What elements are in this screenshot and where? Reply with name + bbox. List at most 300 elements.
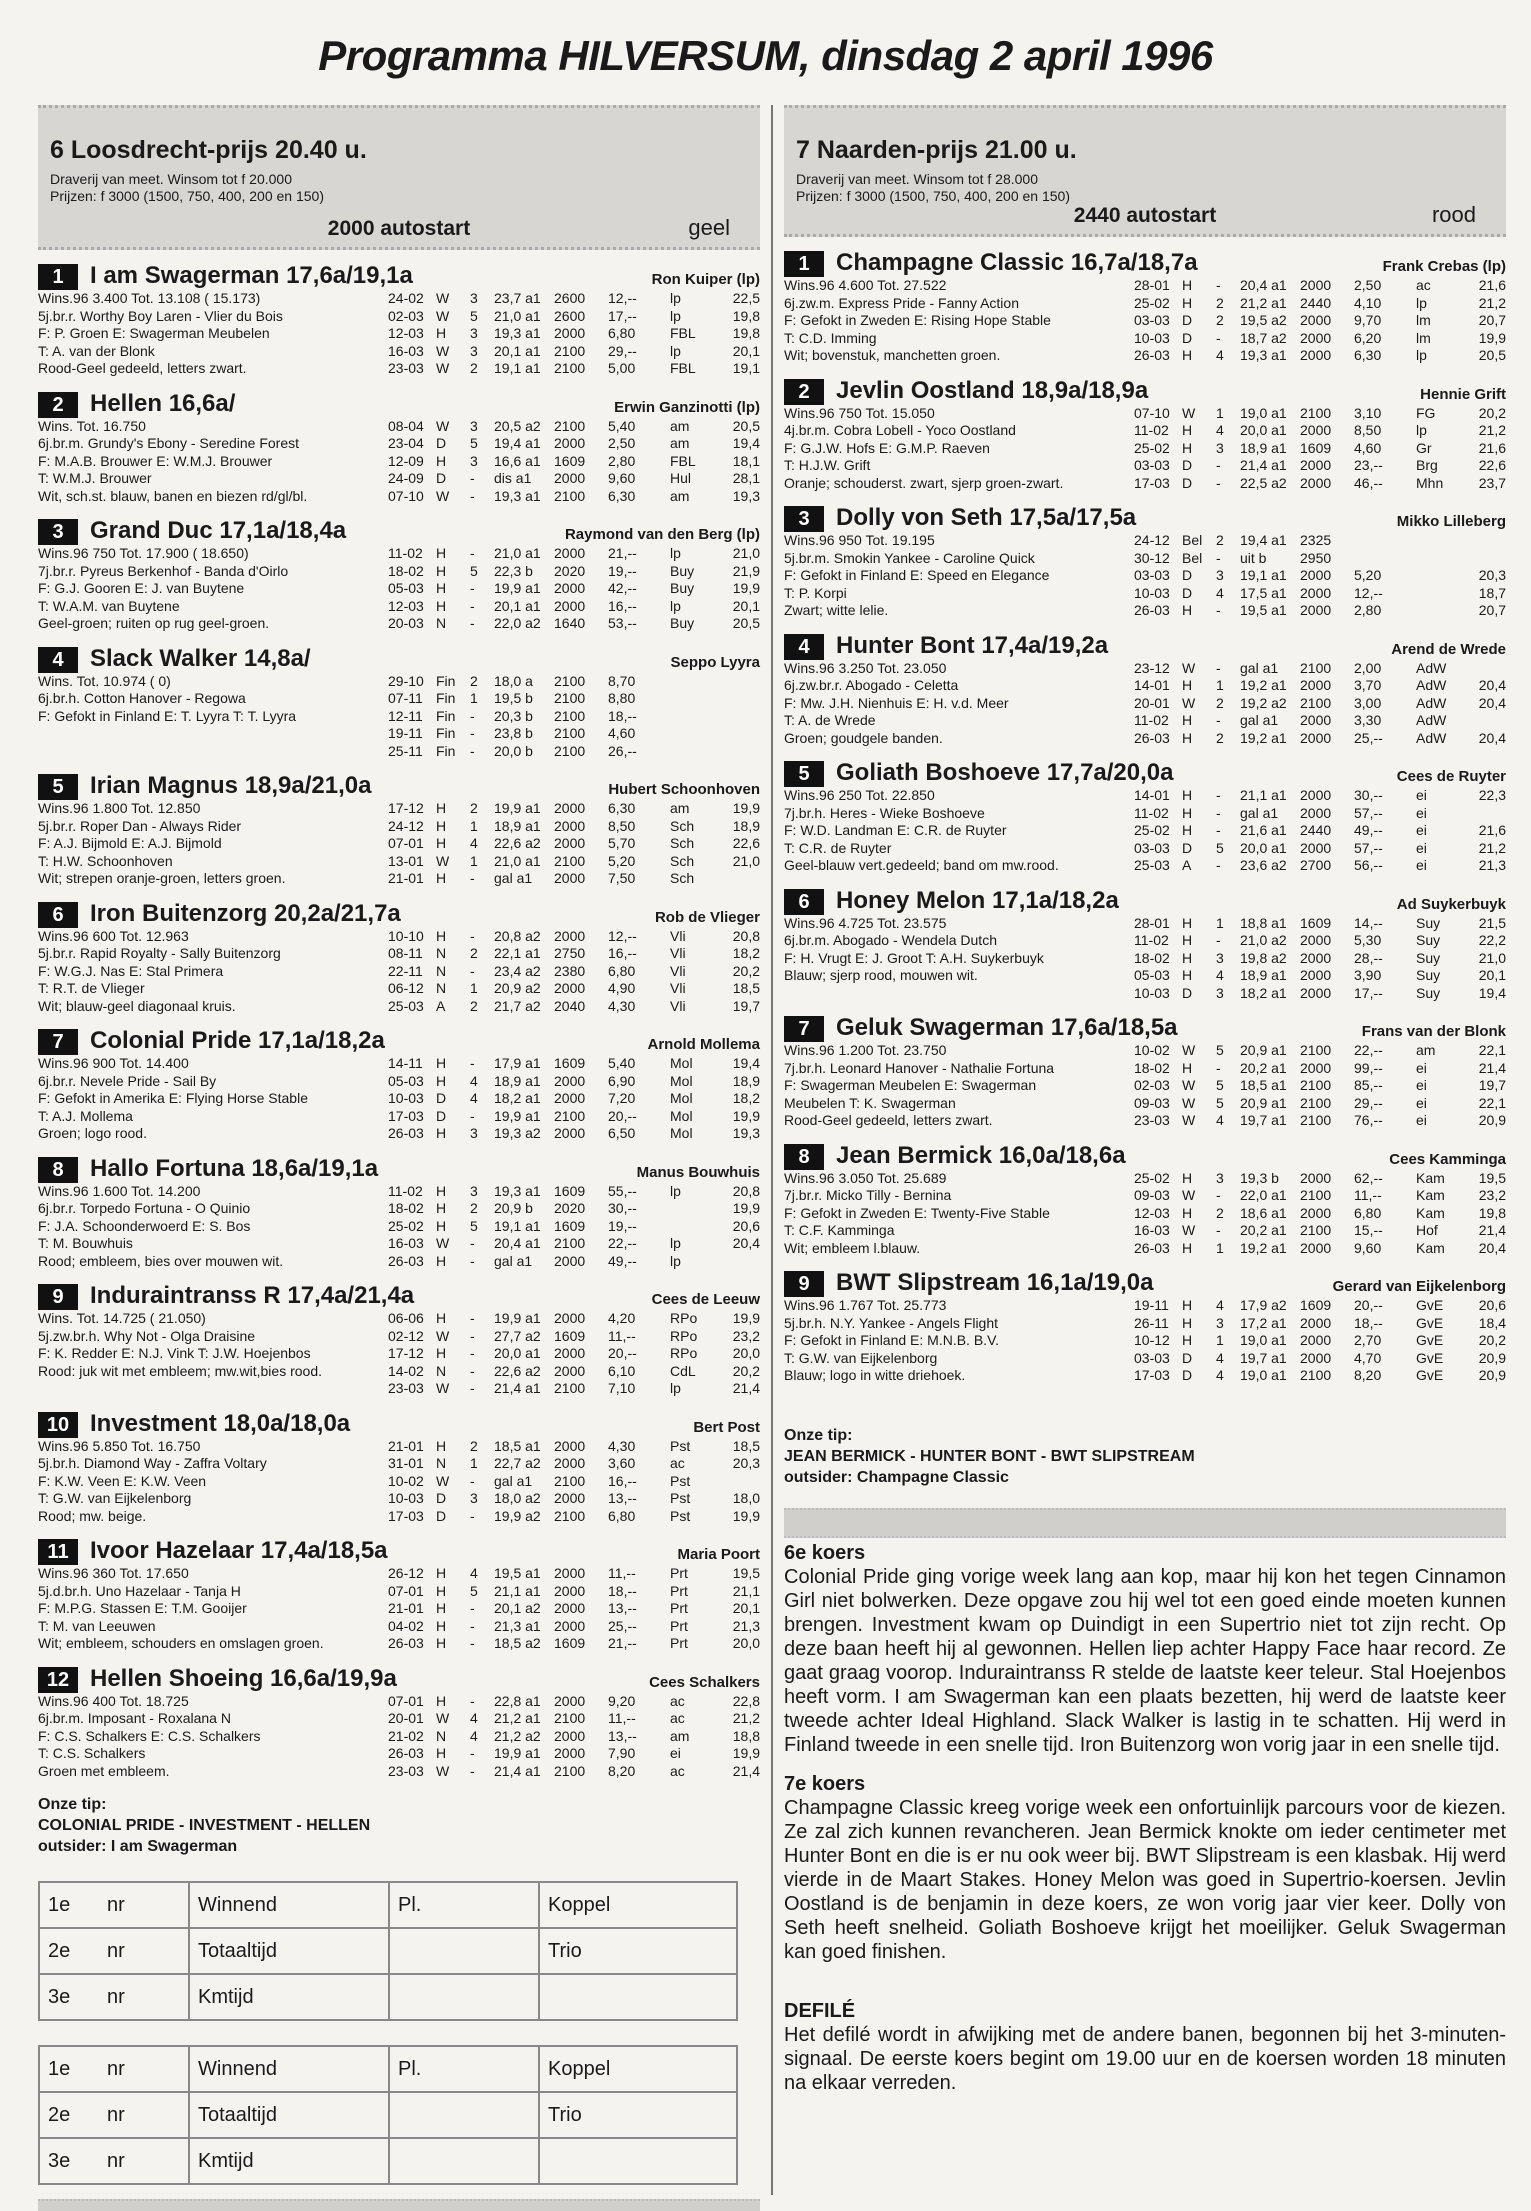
result-cell: 19,7 xyxy=(1478,1077,1506,1093)
results-table xyxy=(1134,1170,1506,1258)
form-cell: Koppel xyxy=(539,1882,737,1928)
horse-info xyxy=(784,915,1134,1003)
result-row xyxy=(1134,440,1506,458)
result-cell: 19,3 xyxy=(732,487,760,504)
result-cell: H xyxy=(436,1745,447,1761)
result-cell: H xyxy=(1182,347,1193,363)
horse-info-line: Oranje; schouderst. zwart, sjerp groen-zwart. xyxy=(784,474,1064,491)
result-cell: - xyxy=(470,1692,475,1709)
result-cell: 2000 xyxy=(554,1437,586,1454)
horse-body xyxy=(784,1297,1506,1385)
horse-header xyxy=(38,1151,760,1183)
result-cell: GvE xyxy=(1416,1349,1444,1366)
result-cell: Kam xyxy=(1416,1239,1445,1256)
result-row xyxy=(388,1125,760,1143)
result-cell: 6,50 xyxy=(608,1125,636,1141)
result-cell: 22,-- xyxy=(1354,1042,1383,1058)
result-cell: Buy xyxy=(670,562,695,579)
result-cell: 5 xyxy=(470,562,478,579)
result-cell: 3 xyxy=(470,1490,478,1506)
horse-info-line: Wit; blauw-geel diagonaal kruis. xyxy=(38,997,236,1014)
result-cell: 20,1 a1 xyxy=(494,342,541,359)
result-cell: 5 xyxy=(470,1217,478,1234)
result-cell: lp xyxy=(1416,347,1427,363)
result-cell: 24-12 xyxy=(388,817,424,834)
race-6-header xyxy=(38,105,760,250)
result-cell xyxy=(730,743,760,761)
result-cell: 25-02 xyxy=(388,1217,424,1234)
result-cell: W xyxy=(436,342,450,359)
horse-number: 7 xyxy=(784,1016,824,1042)
race-start: 2440 autostart xyxy=(1073,204,1217,227)
result-cell: D xyxy=(1182,839,1193,856)
result-cell: 23,2 xyxy=(1478,1187,1506,1203)
result-cell: - xyxy=(470,1055,475,1071)
tip-outsider: outsider: Champagne Classic xyxy=(784,1468,1009,1486)
result-cell: Fin xyxy=(436,725,456,741)
result-row xyxy=(388,1310,760,1328)
result-cell: 20,0 xyxy=(732,1345,760,1361)
result-row xyxy=(388,963,760,981)
result-row xyxy=(1134,857,1506,875)
results-table xyxy=(388,928,760,1016)
divider-bar xyxy=(784,1508,1506,1538)
result-row xyxy=(388,580,760,598)
result-cell: D xyxy=(436,435,447,451)
result-cell: - xyxy=(1216,857,1221,873)
race-7-header xyxy=(784,105,1506,237)
result-cell: 4 xyxy=(1216,347,1224,363)
result-cell: 18,5 a1 xyxy=(1240,1077,1287,1093)
result-cell: H xyxy=(436,545,447,561)
horse-info-line: Wins.96 1.600 Tot. 14.200 xyxy=(38,1182,201,1199)
result-cell: - xyxy=(1216,474,1221,491)
result-cell: 21,3 xyxy=(732,1617,760,1634)
driver-name: Arnold Mollema xyxy=(647,1036,760,1053)
horse-header xyxy=(784,500,1506,532)
result-row xyxy=(1134,330,1506,348)
result-cell: 19,1 a1 xyxy=(494,360,541,376)
form-cell: 2e xyxy=(39,1928,99,1974)
horse-number: 5 xyxy=(784,761,824,787)
driver-name: Manus Bouwhuis xyxy=(636,1163,760,1181)
result-cell: lp xyxy=(670,1380,681,1396)
result-cell: gal a1 xyxy=(494,1472,533,1489)
result-cell: 21,0 a1 xyxy=(494,545,541,561)
horse-info-line: F: W.G.J. Nas E: Stal Primera xyxy=(38,962,224,979)
horse-info-line: F: W.D. Landman E: C.R. de Ruyter xyxy=(784,822,1007,838)
horse-body xyxy=(38,545,760,633)
result-cell: 29-10 xyxy=(388,672,424,689)
result-cell: Mol xyxy=(670,1055,693,1071)
form-cell: Totaaltijd xyxy=(189,1928,389,1974)
result-cell: 19,1 a1 xyxy=(1240,567,1287,583)
horse-name: Dolly von Seth 17,5a/17,5a xyxy=(836,504,1137,531)
result-cell: 21,4 xyxy=(732,1380,760,1396)
result-cell: 23,6 a2 xyxy=(1240,857,1287,873)
horse-info-line: Rood; mw. beige. xyxy=(38,1507,147,1524)
result-cell: D xyxy=(1182,312,1193,328)
result-cell: 19,4 xyxy=(732,1055,760,1071)
result-cell: 2440 xyxy=(1300,294,1332,311)
horse-info-line: F: P. Groen E: Swagerman Meubelen xyxy=(38,325,270,341)
result-cell: D xyxy=(436,470,447,486)
results-table xyxy=(1134,277,1506,365)
result-row xyxy=(1134,347,1506,365)
result-cell: 20,5 xyxy=(1478,347,1506,363)
result-cell: D xyxy=(1182,457,1193,473)
results-table xyxy=(388,1565,760,1653)
driver-name: Ron Kuiper (lp) xyxy=(651,271,760,288)
result-cell: 11-02 xyxy=(1134,712,1169,728)
horse-header xyxy=(784,755,1506,787)
driver-name: Mikko Lilleberg xyxy=(1396,513,1506,530)
result-cell: 26-03 xyxy=(388,1635,424,1651)
result-cell: 8,50 xyxy=(1354,422,1382,438)
horse-name: Hunter Bont 17,4a/19,2a xyxy=(836,631,1109,659)
result-cell: lp xyxy=(670,342,681,359)
horse-header xyxy=(38,641,760,673)
horse-info-line: 7j.br.r. Micko Tilly - Bernina xyxy=(784,1187,952,1203)
result-cell: RPo xyxy=(670,1345,698,1361)
result-cell: 20,9 a1 xyxy=(1240,1094,1287,1111)
horse-results xyxy=(1134,1297,1506,1385)
result-cell: 2100 xyxy=(554,1472,586,1489)
result-cell: 22,2 xyxy=(1478,932,1506,948)
result-cell: 30-12 xyxy=(1134,549,1170,566)
result-cell: 21,3 a1 xyxy=(494,1617,541,1634)
horse-header xyxy=(38,1661,760,1693)
result-cell: 26,-- xyxy=(608,742,637,759)
result-cell: 20,5 xyxy=(732,615,760,631)
driver-name: Cees de Ruyter xyxy=(1396,768,1506,785)
result-cell: 2380 xyxy=(554,962,586,979)
result-cell: Vli xyxy=(670,927,686,944)
horse-number: 9 xyxy=(38,1284,78,1310)
horse-name: Hellen Shoeing 16,6a/19,9a xyxy=(90,1664,397,1692)
result-cell xyxy=(1476,805,1506,823)
result-cell: 21,2 xyxy=(1478,839,1506,856)
result-cell: 21,4 a1 xyxy=(494,1762,541,1779)
result-row xyxy=(388,835,760,853)
result-cell xyxy=(1416,602,1476,620)
result-cell: - xyxy=(470,742,475,759)
result-cell: 49,-- xyxy=(1354,822,1383,838)
result-row xyxy=(388,673,760,691)
result-cell: 18,5 a1 xyxy=(494,1437,541,1454)
result-row xyxy=(1134,660,1506,678)
result-cell: Sch xyxy=(670,852,695,869)
horse-info-line: 5j.br.r. Worthy Boy Laren - Vlier du Bois xyxy=(38,307,283,324)
result-cell: H xyxy=(436,1692,447,1709)
result-cell: 30,-- xyxy=(608,1200,637,1216)
result-cell: 19,2 a1 xyxy=(1240,729,1287,746)
result-cell: H xyxy=(436,1252,447,1269)
result-cell: 20,2 xyxy=(732,1362,760,1379)
result-cell: 19,9 xyxy=(732,1507,760,1524)
result-cell: 17,-- xyxy=(1354,984,1383,1001)
result-cell: 2600 xyxy=(554,290,586,306)
page-title: Programma HILVERSUM, dinsdag 2 april 1996 xyxy=(318,32,1213,79)
result-cell: Kam xyxy=(1416,1169,1445,1186)
result-cell: D xyxy=(436,1507,447,1524)
result-cell: 21,1 a1 xyxy=(494,1582,541,1599)
result-cell: Buy xyxy=(670,580,695,596)
result-cell: lm xyxy=(1416,329,1431,346)
result-cell: 21,0 a1 xyxy=(494,307,541,324)
result-cell: 4 xyxy=(470,1710,478,1726)
result-cell: 2000 xyxy=(1300,567,1332,583)
result-cell: 2,80 xyxy=(1354,602,1382,618)
result-cell: N xyxy=(436,1727,447,1744)
result-cell: 2000 xyxy=(1300,804,1332,821)
result-cell: W xyxy=(436,487,450,504)
result-cell: GvE xyxy=(1416,1332,1444,1348)
result-cell: Prt xyxy=(670,1565,688,1581)
results-table xyxy=(1134,660,1506,748)
result-cell: 2 xyxy=(470,1200,478,1216)
horse-info-line: Wins.96 750 Tot. 15.050 xyxy=(784,404,935,421)
result-row xyxy=(1134,1095,1506,1113)
result-cell: 11-02 xyxy=(388,1182,423,1199)
result-cell: 2000 xyxy=(1300,1204,1332,1221)
result-cell: 07-10 xyxy=(388,487,424,504)
result-cell: 19,3 a1 xyxy=(494,487,541,504)
result-cell: D xyxy=(1182,567,1193,583)
result-cell: 20,0 a1 xyxy=(494,1345,541,1361)
horse-info-line: Wins. Tot. 10.974 ( 0) xyxy=(38,672,171,689)
result-cell xyxy=(1476,712,1506,730)
result-row xyxy=(388,545,760,563)
result-cell: ei xyxy=(1416,822,1427,838)
result-cell: 18,9 a1 xyxy=(494,1072,541,1089)
horse-info-line: Wins.96 1.767 Tot. 25.773 xyxy=(784,1297,947,1313)
result-cell: 19,2 a2 xyxy=(1240,694,1287,711)
result-cell: 03-03 xyxy=(1134,839,1170,856)
result-cell: 20,3 xyxy=(732,1455,760,1471)
results-table xyxy=(388,800,760,888)
result-cell: 5,20 xyxy=(608,852,636,869)
horse-header xyxy=(38,896,760,928)
result-cell: 21,2 a1 xyxy=(1240,294,1287,311)
result-cell: 19-11 xyxy=(388,725,423,741)
result-cell: 2000 xyxy=(554,1582,586,1599)
results-table xyxy=(388,290,760,378)
result-cell: Vli xyxy=(670,945,686,961)
result-row xyxy=(388,290,760,308)
horse-info-line: 5j.d.br.h. Uno Hazelaar - Tanja H xyxy=(38,1582,241,1599)
horse-number: 4 xyxy=(38,647,78,673)
result-cell: 2,50 xyxy=(1354,277,1382,293)
horse-results xyxy=(1134,405,1506,493)
result-cell: 4 xyxy=(470,1565,478,1581)
result-cell: 5 xyxy=(1216,1094,1224,1111)
tip-text: COLONIAL PRIDE - INVESTMENT - HELLEN xyxy=(38,1817,371,1834)
race-title: 6 Loosdrecht-prijs 20.40 u. xyxy=(50,136,367,164)
result-cell: Pst xyxy=(670,1507,691,1524)
horse-entry xyxy=(784,1138,1506,1258)
result-cell: 4 xyxy=(1216,1112,1224,1128)
result-cell: 2000 xyxy=(1300,329,1332,346)
result-cell: 20,8 a2 xyxy=(494,927,541,944)
result-cell: 18,9 xyxy=(732,817,760,834)
horse-results xyxy=(388,1693,760,1781)
result-cell: 18,-- xyxy=(608,1582,637,1599)
result-cell: 2,70 xyxy=(1354,1332,1382,1348)
result-cell: 56,-- xyxy=(1354,857,1383,873)
horse-info-line: Groen; goudgele banden. xyxy=(784,729,943,746)
horse-name: Induraintranss R 17,4a/21,4a xyxy=(90,1282,415,1309)
result-row xyxy=(1134,1350,1506,1368)
result-cell: 24-12 xyxy=(1134,532,1170,548)
horse-body xyxy=(38,1693,760,1781)
result-cell: lp xyxy=(670,1182,681,1199)
result-cell xyxy=(1416,550,1476,568)
result-cell: FBL xyxy=(670,325,696,341)
form-cell xyxy=(389,1928,539,1974)
results-table xyxy=(1134,405,1506,493)
result-cell: Suy xyxy=(1416,932,1441,948)
result-cell: 25-02 xyxy=(1134,1169,1170,1186)
result-cell: 19,3 a1 xyxy=(494,1182,541,1199)
result-cell: 1 xyxy=(470,980,478,996)
result-cell: 23,-- xyxy=(1354,457,1383,473)
result-cell: 57,-- xyxy=(1354,839,1383,856)
result-cell: 18,0 a xyxy=(494,672,533,689)
result-cell: 2100 xyxy=(1300,659,1332,676)
result-cell xyxy=(1476,660,1506,678)
result-cell: 1 xyxy=(1216,914,1224,931)
result-row xyxy=(388,1073,760,1091)
result-row xyxy=(388,1618,760,1636)
result-cell: - xyxy=(470,1362,475,1379)
result-cell: H xyxy=(436,1617,447,1634)
result-cell: 24-09 xyxy=(388,470,424,486)
result-cell: 12-09 xyxy=(388,452,424,469)
horse-info xyxy=(38,545,388,633)
result-cell: 20,5 a2 xyxy=(494,417,541,434)
horse-info-line: F: M.P.G. Stassen E: T.M. Gooijer xyxy=(38,1600,247,1616)
horse-info-line: F: Gefokt in Finland E: M.N.B. B.V. xyxy=(784,1332,1000,1348)
result-cell: - xyxy=(470,870,475,886)
result-row xyxy=(388,598,760,616)
result-cell: 05-03 xyxy=(388,1072,424,1089)
horse-info-line: Wins. Tot. 14.725 ( 21.050) xyxy=(38,1310,206,1326)
result-cell: 2100 xyxy=(554,742,586,759)
horse-info-line: Wit; embleem, schouders en omslagen groen. xyxy=(38,1635,324,1651)
horse-name: Slack Walker 14,8a/ xyxy=(90,644,311,672)
result-cell: 5 xyxy=(470,307,478,324)
form-cell: Winnend xyxy=(189,1882,389,1928)
result-cell: 19,5 b xyxy=(494,690,533,706)
horse-results xyxy=(1134,660,1506,748)
result-row xyxy=(388,360,760,378)
result-cell: W xyxy=(436,1762,450,1779)
tip-label: Onze tip: xyxy=(784,1426,853,1444)
result-cell: 10-03 xyxy=(1134,329,1170,346)
result-cell: 19,4 xyxy=(1478,984,1506,1001)
result-cell: 20,2 xyxy=(1478,404,1506,421)
result-row xyxy=(388,1763,760,1781)
result-cell: Brg xyxy=(1416,457,1438,473)
result-cell: 16,6 a1 xyxy=(494,452,541,469)
result-cell: H xyxy=(436,580,447,596)
form-cell xyxy=(389,2138,539,2184)
result-cell: - xyxy=(1216,549,1221,566)
result-cell: 18,5 xyxy=(732,980,760,996)
form-cell: nr xyxy=(99,1882,189,1928)
result-cell: 2000 xyxy=(554,1310,586,1326)
result-cell: 9,60 xyxy=(608,470,636,486)
result-cell: 18,-- xyxy=(1354,1314,1383,1331)
result-cell: 4,30 xyxy=(608,997,636,1014)
result-row xyxy=(1134,532,1506,550)
result-row xyxy=(388,470,760,488)
result-cell: 03-03 xyxy=(1134,457,1170,473)
result-cell xyxy=(670,673,730,691)
form-cell: 3e xyxy=(39,1974,99,2020)
result-cell: 19,8 xyxy=(732,325,760,341)
horse-info-line: T: G.W. van Eijkelenborg xyxy=(784,1349,938,1366)
horse-body xyxy=(38,418,760,506)
result-cell: H xyxy=(436,1437,447,1454)
result-row xyxy=(388,1345,760,1363)
result-cell: 4 xyxy=(1216,967,1224,983)
horse-entry xyxy=(38,768,760,888)
driver-name: Rob de Vlieger xyxy=(654,908,760,926)
result-cell: 21,3 xyxy=(1478,857,1506,873)
result-cell: H xyxy=(436,1600,447,1616)
result-cell: 6,10 xyxy=(608,1362,636,1379)
horse-info-line: Wins. Tot. 16.750 xyxy=(38,417,146,434)
result-row xyxy=(388,1745,760,1763)
result-cell: 8,80 xyxy=(608,690,636,706)
result-cell: lp xyxy=(1416,422,1427,438)
result-cell: H xyxy=(436,1182,447,1199)
result-cell: H xyxy=(1182,439,1193,456)
driver-name: Cees Schalkers xyxy=(649,1673,760,1691)
result-cell: Hul xyxy=(670,470,692,486)
race-color: rood xyxy=(1431,202,1476,227)
result-cell: H xyxy=(436,1635,447,1651)
result-row xyxy=(1134,475,1506,493)
result-cell xyxy=(730,673,760,691)
result-cell xyxy=(670,1200,730,1218)
result-cell: 20,9 b xyxy=(494,1200,533,1216)
result-cell: D xyxy=(1182,984,1193,1001)
horse-info-line: F: G.J. Gooren E: J. van Buytene xyxy=(38,580,245,596)
form-cell: Koppel xyxy=(539,2046,737,2092)
result-cell: 17-03 xyxy=(1134,474,1170,491)
result-cell: 23,2 xyxy=(732,1327,760,1344)
result-cell: W xyxy=(436,1380,450,1396)
result-cell: 1 xyxy=(470,1455,478,1471)
result-cell: 2000 xyxy=(1300,967,1332,983)
result-cell: 23-12 xyxy=(1134,659,1170,676)
result-cell: 4 xyxy=(470,1090,478,1106)
result-cell: Prt xyxy=(670,1635,688,1651)
result-cell: 21,6 xyxy=(1478,439,1506,456)
result-cell: lp xyxy=(670,1252,681,1269)
result-cell: RPo xyxy=(670,1327,698,1344)
result-cell: - xyxy=(470,1345,475,1361)
result-cell: 22,-- xyxy=(608,1235,637,1251)
result-cell: 2000 xyxy=(554,927,586,944)
horse-info-line: T: G.W. van Eijkelenborg xyxy=(38,1490,192,1506)
result-cell: - xyxy=(470,1635,475,1651)
horse-info-line: Wins.96 4.725 Tot. 23.575 xyxy=(784,914,947,931)
result-cell: 29,-- xyxy=(1354,1094,1383,1111)
